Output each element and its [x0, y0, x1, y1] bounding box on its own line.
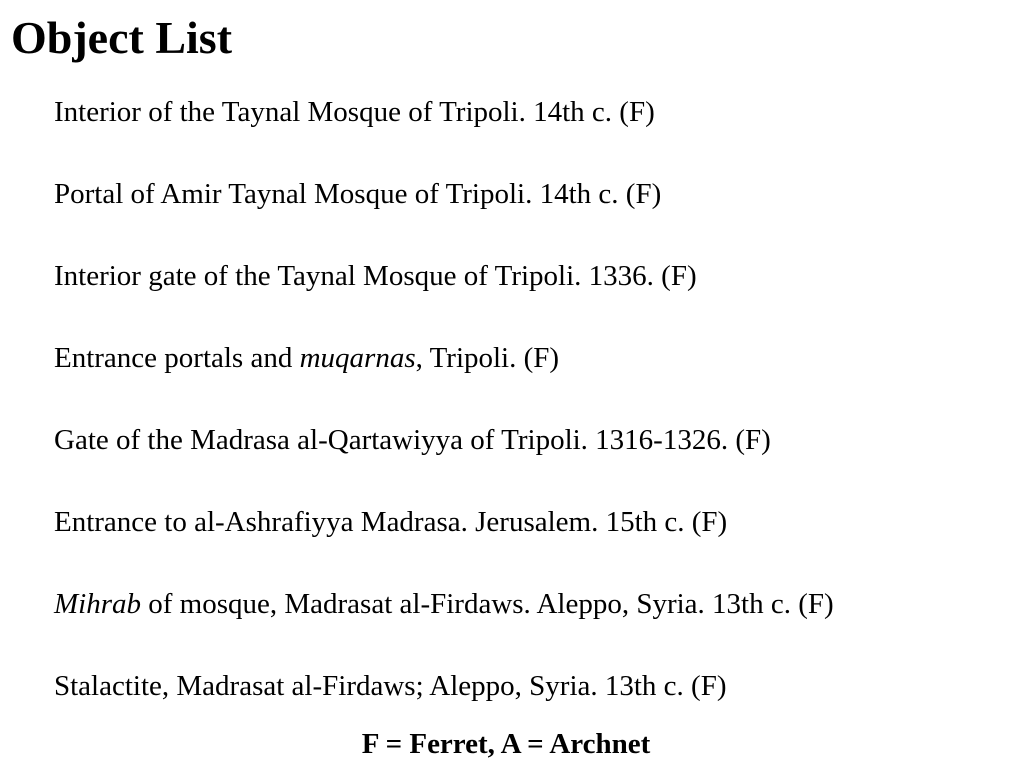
item-text-after: Gate of the Madrasa al-Qartawiyya of Tripoli. 1316-1326. (F) [54, 424, 771, 456]
item-text-italic: Mihrab [54, 588, 141, 620]
list-item [54, 338, 834, 420]
item-text-after: Interior gate of the Taynal Mosque of Tripoli. 1336. (F) [54, 260, 697, 292]
list-item [54, 502, 834, 584]
item-text-after: Stalactite, Madrasat al-Firdaws; Aleppo, Syria. 13th c. (F) [54, 670, 727, 702]
list-item [54, 420, 834, 502]
item-text-after: Portal of Amir Taynal Mosque of Tripoli. 14th c. (F) [54, 178, 662, 210]
item-text-before: Entrance portals and [54, 342, 300, 374]
item-text-after: Interior of the Taynal Mosque of Tripoli. 14th c. (F) [54, 96, 655, 128]
list-item [54, 92, 834, 174]
list-item [54, 256, 834, 338]
item-text-after: Entrance to al-Ashrafiyya Madrasa. Jerusalem. 15th c. (F) [54, 506, 728, 538]
list-item [54, 174, 834, 256]
item-text-italic: muqarnas [299, 342, 416, 374]
source-legend: F = Ferret, A = Archnet [361, 728, 651, 760]
item-text-after: of mosque, Madrasat al-Firdaws. Aleppo, Syria. 13th c. (F) [141, 588, 834, 620]
item-text-after: , Tripoli. (F) [415, 342, 560, 374]
list-item [54, 584, 834, 666]
object-list [54, 92, 834, 748]
page-title: Object List [11, 12, 233, 63]
